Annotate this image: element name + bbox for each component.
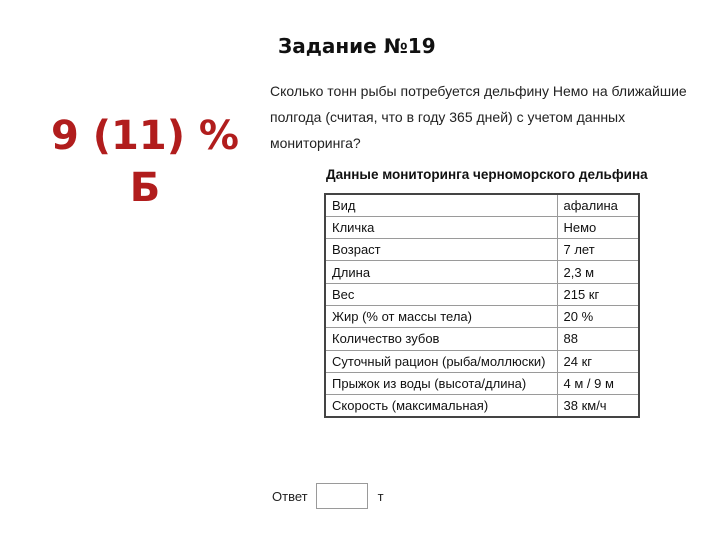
answer-row xyxy=(272,483,384,509)
row-value: афалина xyxy=(557,194,639,216)
row-label: Жир (% от массы тела) xyxy=(325,305,557,327)
row-label: Суточный рацион (рыба/моллюски) xyxy=(325,350,557,372)
table-row xyxy=(325,194,639,216)
row-value: 7 лет xyxy=(557,239,639,261)
row-value: 88 xyxy=(557,328,639,350)
question-line-3: мониторинга? xyxy=(270,135,361,151)
table-row xyxy=(325,395,639,417)
question-line-1: Сколько тонн рыбы потребуется дельфину Немо на ближайшие xyxy=(270,83,687,99)
task-score-label xyxy=(40,110,250,214)
question-text xyxy=(270,78,700,156)
monitoring-table xyxy=(324,193,640,418)
row-value: 215 кг xyxy=(557,283,639,305)
table-row xyxy=(325,261,639,283)
task-title: Задание №19 xyxy=(278,34,436,58)
answer-unit: т xyxy=(377,488,384,504)
row-label: Кличка xyxy=(325,216,557,238)
row-label: Количество зубов xyxy=(325,328,557,350)
task-score-line: 9 (11) % xyxy=(51,113,239,159)
row-label: Возраст xyxy=(325,239,557,261)
question-line-2: полгода (считая, что в году 365 дней) с учетом данных xyxy=(270,109,626,125)
task-level-line: Б xyxy=(129,165,161,211)
table-row xyxy=(325,372,639,394)
row-value: 20 % xyxy=(557,305,639,327)
table-row xyxy=(325,350,639,372)
table-caption: Данные мониторинга черноморского дельфина xyxy=(326,167,648,182)
table-row xyxy=(325,305,639,327)
row-value: 4 м / 9 м xyxy=(557,372,639,394)
table-row xyxy=(325,328,639,350)
answer-input[interactable] xyxy=(316,483,368,509)
row-label: Вид xyxy=(325,194,557,216)
row-label: Длина xyxy=(325,261,557,283)
row-value: 2,3 м xyxy=(557,261,639,283)
row-value: Немо xyxy=(557,216,639,238)
row-value: 24 кг xyxy=(557,350,639,372)
table-row xyxy=(325,239,639,261)
row-label: Скорость (максимальная) xyxy=(325,395,557,417)
table-row xyxy=(325,283,639,305)
row-label: Вес xyxy=(325,283,557,305)
row-value: 38 км/ч xyxy=(557,395,639,417)
table-row xyxy=(325,216,639,238)
row-label: Прыжок из воды (высота/длина) xyxy=(325,372,557,394)
answer-label: Ответ xyxy=(272,488,308,504)
